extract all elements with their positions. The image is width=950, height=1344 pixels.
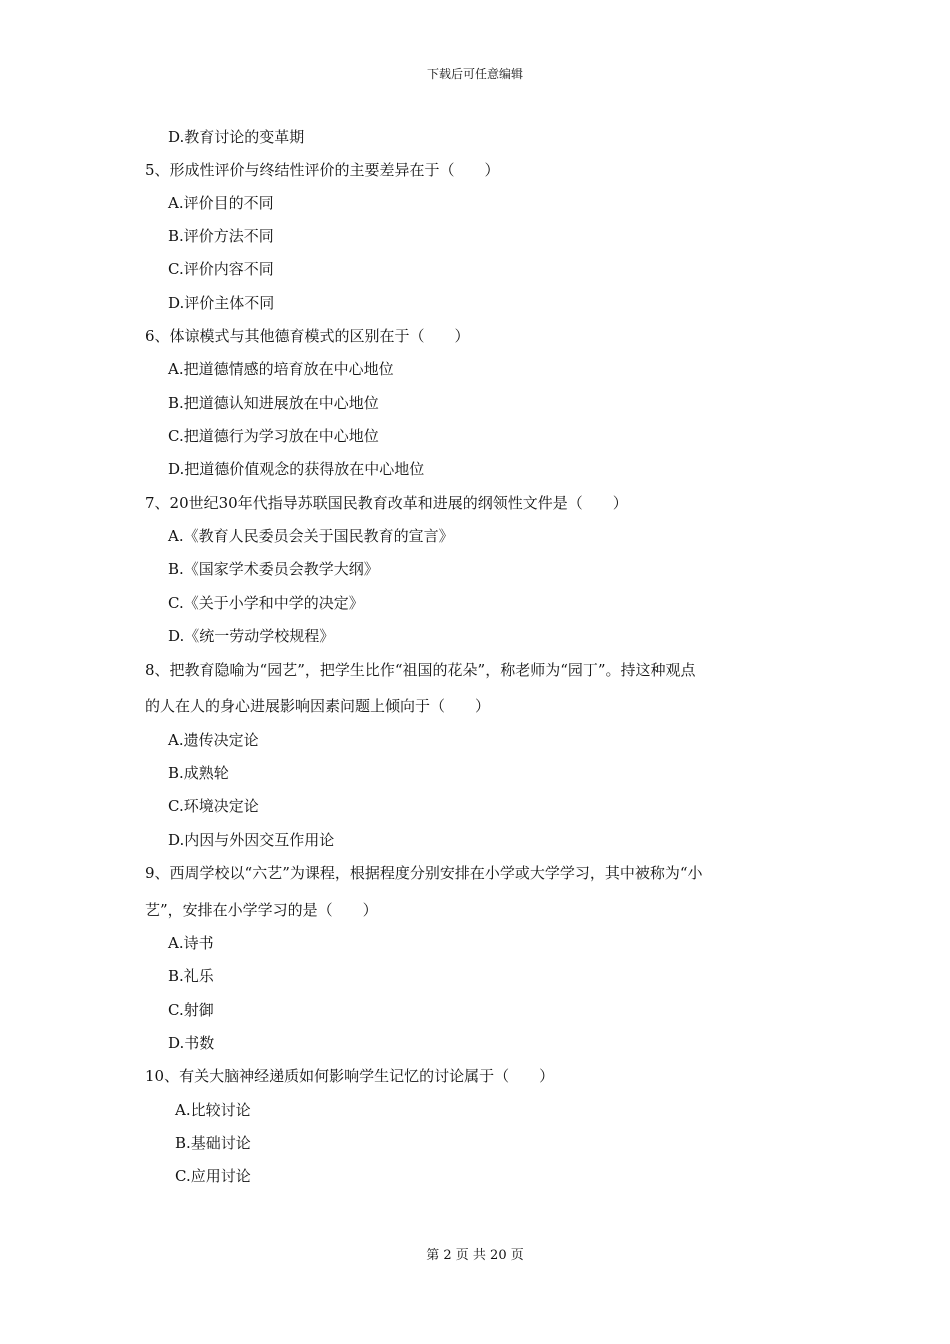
option-9a: A.诗书: [168, 934, 214, 952]
option-8c: C.环境决定论: [168, 797, 259, 815]
option-10b: B.基础讨论: [175, 1134, 251, 1152]
option-6b: B.把道德认知进展放在中心地位: [168, 394, 379, 412]
option-7c: C.《关于小学和中学的决定》: [168, 594, 364, 612]
option-7a: A.《教育人民委员会关于国民教育的宣言》: [168, 527, 454, 545]
question-5: 5、形成性评价与终结性评价的主要差异在于（ ）: [145, 161, 500, 179]
option-5d: D.评价主体不同: [168, 294, 275, 312]
question-8-cont: 的人在人的身心进展影响因素问题上倾向于（ ）: [145, 697, 491, 715]
question-6: 6、体谅模式与其他德育模式的区别在于（ ）: [145, 327, 470, 345]
option-8a: A.遗传决定论: [168, 731, 259, 749]
option-8d: D.内因与外因交互作用论: [168, 831, 335, 849]
option-6c: C.把道德行为学习放在中心地位: [168, 427, 379, 445]
option-9b: B.礼乐: [168, 967, 214, 985]
option-10a: A.比较讨论: [175, 1101, 251, 1119]
option-7d: D.《统一劳动学校规程》: [168, 627, 335, 645]
option-9d: D.书数: [168, 1034, 215, 1052]
question-7: 7、20世纪30年代指导苏联国民教育改革和进展的纲领性文件是（ ）: [145, 494, 628, 512]
option-9c: C.射御: [168, 1001, 214, 1019]
option-6d: D.把道德价值观念的获得放在中心地位: [168, 460, 425, 478]
option-8b: B.成熟轮: [168, 764, 229, 782]
option-4d: D.教育讨论的变革期: [168, 128, 305, 146]
option-7b: B.《国家学术委员会教学大纲》: [168, 560, 379, 578]
question-9-cont: 艺”，安排在小学学习的是（ ）: [145, 901, 378, 919]
option-5c: C.评价内容不同: [168, 260, 274, 278]
page-header: 下载后可任意编辑: [426, 67, 523, 81]
question-9: 9、西周学校以“六艺”为课程，根据程度分别安排在小学或大学学习，其中被称为“小: [145, 864, 703, 882]
question-8: 8、把教育隐喻为“园艺”，把学生比作“祖国的花朵”，称老师为“园丁”。持这种观点: [145, 661, 696, 679]
option-5b: B.评价方法不同: [168, 227, 274, 245]
page-footer: 第 2 页 共 20 页: [426, 1248, 524, 1263]
option-10c: C.应用讨论: [175, 1167, 251, 1185]
question-10: 10、有关大脑神经递质如何影响学生记忆的讨论属于（ ）: [145, 1067, 555, 1085]
option-5a: A.评价目的不同: [168, 194, 274, 212]
option-6a: A.把道德情感的培育放在中心地位: [168, 360, 394, 378]
